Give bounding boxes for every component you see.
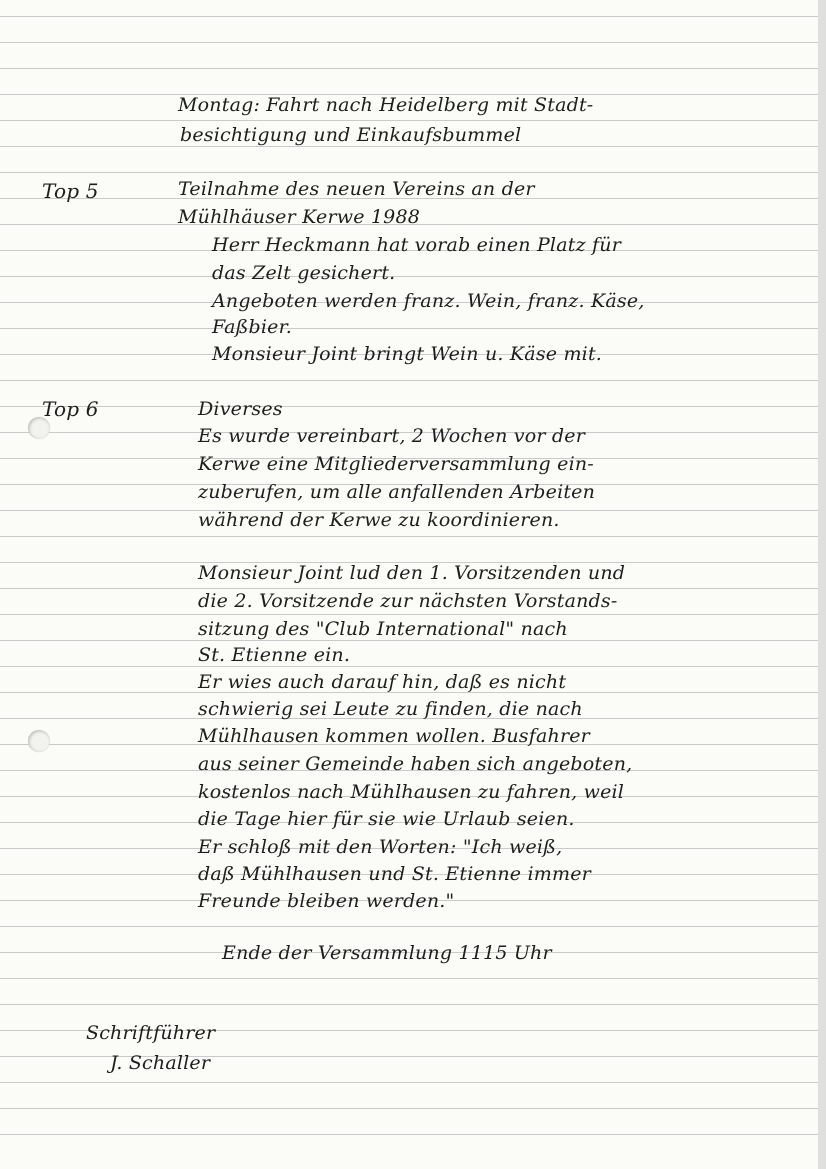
top6-p2-line-9: kostenlos nach Mühlhausen zu fahren, weil <box>198 781 625 803</box>
top6-p2-line-7: Mühlhausen kommen wollen. Busfahrer <box>198 725 590 747</box>
top6-p2-line-5: Er wies auch darauf hin, daß es nicht <box>198 671 567 693</box>
top6-p1-line-4: während der Kerwe zu koordinieren. <box>198 509 560 531</box>
top5-line-3: Angeboten werden franz. Wein, franz. Käse, <box>212 290 645 312</box>
top5-title-2: Mühlhäuser Kerwe 1988 <box>178 206 421 228</box>
top6-p2-line-4: St. Etienne ein. <box>198 644 351 666</box>
signature-name: J. Schaller <box>110 1052 211 1074</box>
top5-line-5: Monsieur Joint bringt Wein u. Käse mit. <box>212 343 603 365</box>
punch-hole-bottom <box>28 730 50 752</box>
signature-role: Schriftführer <box>86 1022 216 1044</box>
meeting-end-time: Ende der Versammlung 1115 Uhr <box>222 942 552 964</box>
top5-line-4: Faßbier. <box>212 316 293 338</box>
page-edge <box>818 0 826 1169</box>
top6-p1-line-1: Es wurde vereinbart, 2 Wochen vor der <box>198 425 585 447</box>
top6-p2-line-2: die 2. Vorsitzende zur nächsten Vorstands- <box>198 590 618 612</box>
top5-line-1: Herr Heckmann hat vorab einen Platz für <box>212 234 621 256</box>
top5-label: Top 5 <box>42 179 99 203</box>
top6-p1-line-3: zuberufen, um alle anfallenden Arbeiten <box>198 481 596 503</box>
top6-p2-line-8: aus seiner Gemeinde haben sich angeboten, <box>198 753 633 775</box>
monday-line-1: Montag: Fahrt nach Heidelberg mit Stadt- <box>178 94 594 116</box>
top6-p2-line-13: Freunde bleiben werden." <box>198 890 455 912</box>
top6-p2-line-6: schwierig sei Leute zu finden, die nach <box>198 698 583 720</box>
top6-label: Top 6 <box>42 397 99 421</box>
top6-p2-line-3: sitzung des "Club International" nach <box>198 618 568 640</box>
top6-p1-line-2: Kerwe eine Mitgliederversammlung ein- <box>198 453 594 475</box>
top6-title: Diverses <box>198 398 283 420</box>
top5-line-2: das Zelt gesichert. <box>212 262 396 284</box>
top6-p2-line-10: die Tage hier für sie wie Urlaub seien. <box>198 808 575 830</box>
top5-title-1: Teilnahme des neuen Vereins an der <box>178 178 535 200</box>
top6-p2-line-12: daß Mühlhausen und St. Etienne immer <box>198 863 591 885</box>
top6-p2-line-1: Monsieur Joint lud den 1. Vorsitzenden und <box>198 562 626 584</box>
monday-line-2: besichtigung und Einkaufsbummel <box>180 124 522 146</box>
top6-p2-line-11: Er schloß mit den Worten: "Ich weiß, <box>198 836 563 858</box>
